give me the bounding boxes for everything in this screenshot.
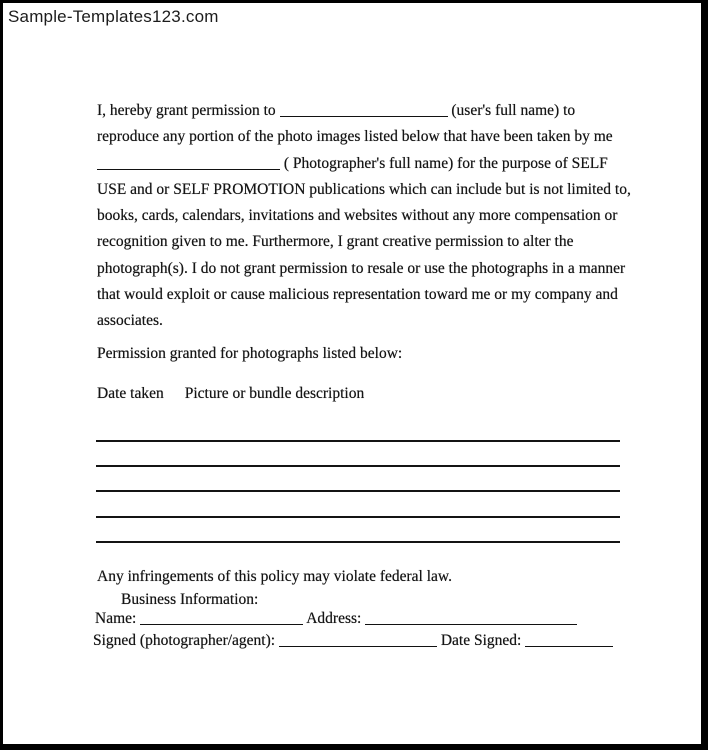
paragraph-line (97, 256, 627, 282)
photo-list-blank-line (96, 541, 620, 566)
signature-row (93, 632, 613, 650)
address-label: Address: (306, 610, 362, 627)
photo-list-column-headers (97, 385, 364, 403)
paragraph-text: books, cards, calendars, invitations and websites without any more compensation or (97, 207, 618, 225)
paragraph-text: associates. (97, 312, 163, 330)
photo-list-blank-line (96, 465, 620, 490)
photo-list-blank-line (96, 516, 620, 541)
paragraph-text: USE and or SELF PROMOTION publications which can include but is not limited to, (97, 180, 631, 198)
date-signed-label: Date Signed: (440, 632, 522, 649)
column-header-date-taken: Date taken (97, 385, 164, 402)
paragraph-text: reproduce any portion of the photo images listed below that have been taken by me (97, 128, 613, 146)
photo-list-blank-line (96, 440, 620, 465)
photo-list-heading: Permission granted for photographs listed below: (97, 345, 403, 362)
name-address-row (95, 610, 577, 628)
signed-label: Signed (photographer/agent): (93, 632, 276, 649)
paragraph-line (97, 282, 627, 308)
photo-list-lines (96, 440, 620, 566)
date-signed-blank (525, 644, 613, 647)
paragraph-text: ( Photographer's full name) for the purpose of SELF (283, 154, 608, 172)
site-watermark: Sample-Templates123.com (8, 7, 219, 26)
signature-blank (279, 644, 437, 647)
paragraph-line (97, 177, 631, 203)
paragraph-text: (user's full name) to (451, 102, 576, 119)
photo-list-blank-line (96, 490, 620, 515)
paragraph-line (97, 308, 627, 334)
paragraph-text: that would exploit or cause malicious representation toward me or my company and (97, 286, 618, 304)
paragraph-text: recognition given to me. Furthermore, I grant creative permission to alter the (97, 233, 574, 251)
paragraph-line (97, 151, 627, 177)
user-full-name-blank (280, 114, 448, 117)
paragraph-line (97, 98, 627, 124)
photographer-full-name-blank (97, 167, 280, 170)
paragraph-text: photograph(s). I do not grant permission to resale or use the photographs in a manner (97, 259, 626, 277)
paragraph-line (97, 229, 627, 255)
agreement-paragraph (97, 98, 631, 335)
name-label: Name: (95, 610, 137, 627)
paragraph-line (97, 203, 627, 229)
federal-law-notice: Any infringements of this policy may violate federal law. (97, 568, 452, 585)
address-blank (365, 622, 577, 625)
column-header-description: Picture or bundle description (184, 385, 365, 402)
business-information-label: Business Information: (121, 591, 259, 608)
paragraph-line (97, 124, 627, 150)
paragraph-text: I, hereby grant permission to (97, 102, 276, 119)
name-blank (140, 622, 303, 625)
